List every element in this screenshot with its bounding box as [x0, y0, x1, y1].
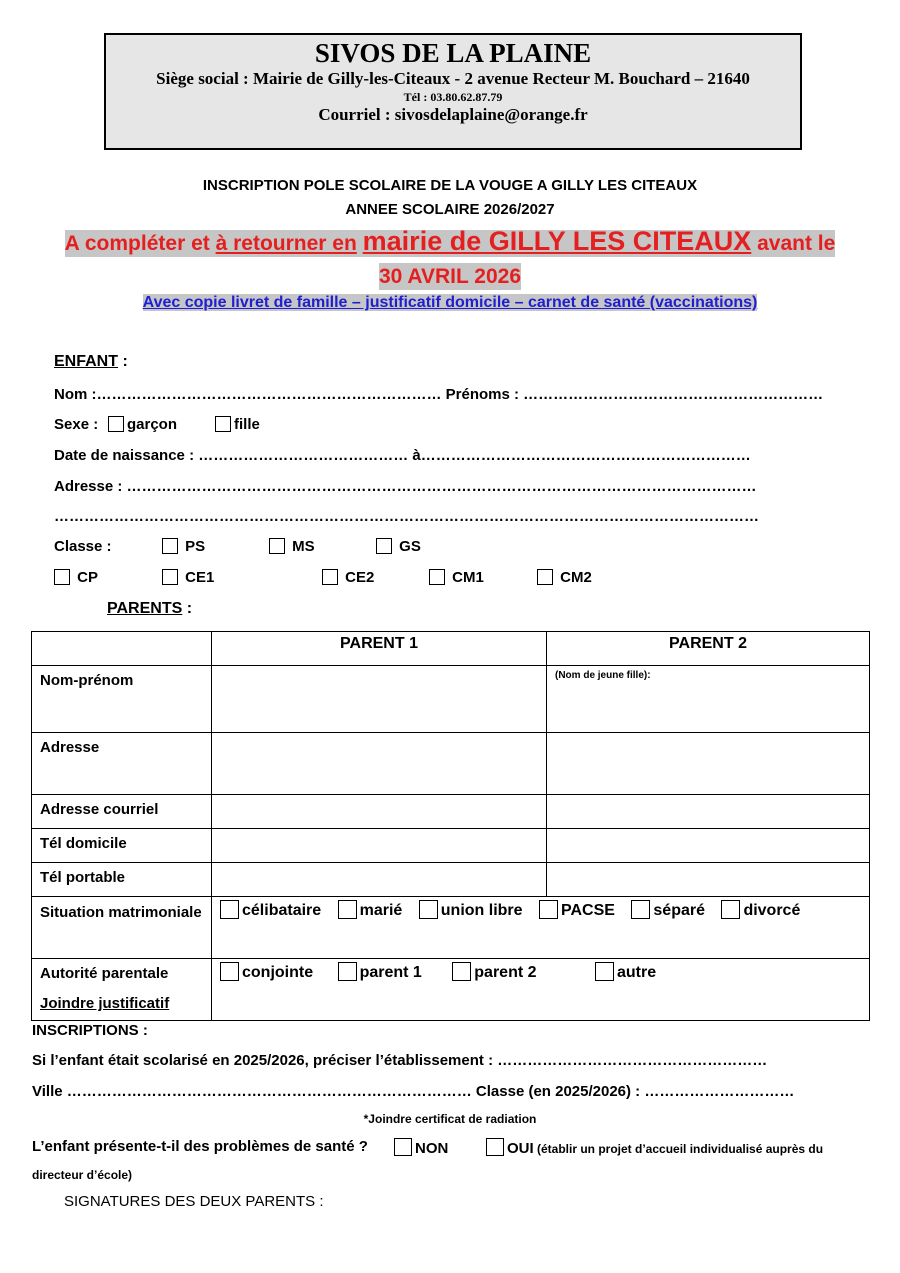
checkbox[interactable] [419, 900, 438, 919]
classe-option-ps[interactable]: PS [162, 538, 205, 555]
row-label-tel-domicile: Tél domicile [32, 829, 212, 863]
autorite-label: Autorité parentale [40, 965, 169, 982]
autorite-parent-1[interactable]: parent 1 [338, 962, 422, 982]
classe-option-cm2[interactable]: CM2 [537, 569, 592, 586]
checkbox[interactable] [162, 569, 178, 585]
checkbox[interactable] [537, 569, 553, 585]
form-title: INSCRIPTION POLE SCOLAIRE DE LA VOUGE A GILLY LES CITEAUX [202, 177, 698, 194]
checkbox[interactable] [162, 538, 178, 554]
col-parent-1: PARENT 1 [212, 632, 547, 666]
checkbox[interactable] [376, 538, 392, 554]
autorite-parent-2[interactable]: parent 2 [452, 962, 536, 982]
signatures-label: SIGNATURES DES DEUX PARENTS : [64, 1193, 324, 1210]
checkbox[interactable] [220, 962, 239, 981]
checkbox[interactable] [394, 1138, 412, 1156]
checkbox[interactable] [631, 900, 650, 919]
header-empty [32, 632, 212, 666]
parents-section: PARENTS : [107, 600, 193, 617]
parent2-tel-portable-cell[interactable] [547, 863, 870, 897]
checkbox[interactable] [108, 416, 124, 432]
sexe-option-garcon[interactable]: garçon [108, 416, 177, 433]
maiden-name-hint: (Nom de jeune fille): [555, 670, 651, 681]
required-copies: Avec copie livret de famille – justificatif domicile – carnet de santé (vaccinations) [142, 294, 758, 311]
col-parent-2: PARENT 2 [547, 632, 870, 666]
radiation-note: *Joindre certificat de radiation [363, 1112, 537, 1126]
sexe-label: Sexe : [54, 416, 99, 433]
parent1-nom-cell[interactable] [212, 666, 547, 733]
autorite-autre[interactable]: autre [595, 962, 656, 982]
sexe-option-fille[interactable]: fille [215, 416, 260, 433]
checkbox[interactable] [220, 900, 239, 919]
parent1-courriel-cell[interactable] [212, 795, 547, 829]
checkbox[interactable] [269, 538, 285, 554]
row-label-adresse: Adresse [32, 733, 212, 795]
inscriptions-title: INSCRIPTIONS : [32, 1022, 148, 1039]
nom-prenoms-field[interactable]: Nom :…………………………………………………………… Prénoms : …………………………………………………… [54, 386, 824, 403]
classe-option-cm1[interactable]: CM1 [429, 569, 484, 586]
sante-option-non[interactable]: NON [394, 1138, 448, 1157]
checkbox[interactable] [539, 900, 558, 919]
deadline: 30 AVRIL 2026 [378, 265, 522, 288]
sante-option-oui[interactable]: OUI (établir un projet d’accueil individualisé auprès du [486, 1138, 823, 1157]
classe-label: Classe : [54, 538, 112, 555]
adresse-field[interactable]: Adresse : ……………………………………………………………………………………………………………… [54, 478, 757, 495]
org-phone: Tél : 03.80.62.87.79 [403, 90, 503, 104]
school-year: ANNEE SCOLAIRE 2026/2027 [345, 201, 555, 218]
parent1-tel-portable-cell[interactable] [212, 863, 547, 897]
sante-question: L’enfant présente-t-il des problèmes de santé ? [32, 1138, 368, 1155]
return-notice [0, 223, 900, 264]
classe-option-ce2[interactable]: CE2 [322, 569, 374, 586]
naissance-field[interactable]: Date de naissance : …………………………………… à………………………………………………………… [54, 447, 751, 464]
checkbox[interactable] [486, 1138, 504, 1156]
checkbox[interactable] [429, 569, 445, 585]
checkbox[interactable] [721, 900, 740, 919]
situation-marie[interactable]: marié [338, 900, 403, 920]
situation-separe[interactable]: séparé [631, 900, 705, 920]
classe-option-ms[interactable]: MS [269, 538, 315, 555]
checkbox[interactable] [54, 569, 70, 585]
org-title: SIVOS DE LA PLAINE [314, 38, 592, 68]
checkbox[interactable] [338, 962, 357, 981]
enfant-section: ENFANT : [54, 353, 128, 370]
row-label-tel-portable: Tél portable [32, 863, 212, 897]
parent1-adresse-cell[interactable] [212, 733, 547, 795]
checkbox[interactable] [322, 569, 338, 585]
autorite-options [212, 959, 870, 1021]
pai-note: (établir un projet d’accueil individualisé auprès du [533, 1142, 824, 1156]
row-label-courriel: Adresse courriel [32, 795, 212, 829]
deadline-wrap [0, 260, 900, 296]
header-box [104, 33, 802, 150]
notice-part-a: A compléter et à retourner en mairie de GILLY LES CITEAUX avant le [64, 226, 836, 256]
classe-option-gs[interactable]: GS [376, 538, 421, 555]
copies-wrap [0, 294, 900, 312]
classe-option-ce1[interactable]: CE1 [162, 569, 214, 586]
classe-option-cp[interactable]: CP [54, 569, 98, 586]
situation-options [212, 897, 870, 959]
situation-pacse[interactable]: PACSE [539, 900, 615, 920]
situation-union-libre[interactable]: union libre [419, 900, 523, 920]
checkbox[interactable] [595, 962, 614, 981]
autorite-conjointe[interactable]: conjointe [220, 962, 313, 982]
parents-table [31, 631, 870, 1021]
situation-celibataire[interactable]: célibataire [220, 900, 321, 920]
checkbox[interactable] [215, 416, 231, 432]
parent2-adresse-cell[interactable] [547, 733, 870, 795]
row-label-nom: Nom-prénom [32, 666, 212, 733]
ville-classe-field[interactable]: Ville ……………………………………………………………………… Classe (en 2025/2026) : ………………………… [32, 1083, 795, 1100]
parent2-tel-domicile-cell[interactable] [547, 829, 870, 863]
org-email: Courriel : sivosdelaplaine@orange.fr [318, 105, 588, 124]
parent2-courriel-cell[interactable] [547, 795, 870, 829]
row-label-situation: Situation matrimoniale [32, 897, 212, 959]
org-address: Siège social : Mairie de Gilly-les-Citeaux - 2 avenue Recteur M. Bouchard – 21640 [156, 69, 750, 88]
checkbox[interactable] [338, 900, 357, 919]
row-label-autorite [32, 959, 212, 1021]
situation-divorce[interactable]: divorcé [721, 900, 800, 920]
justificatif-label: Joindre justificatif [40, 995, 170, 1012]
parent1-tel-domicile-cell[interactable] [212, 829, 547, 863]
adresse-field-line2[interactable]: …………………………………………………………………………………………………………………………… [54, 508, 759, 525]
pai-note-cont: directeur d’école) [32, 1168, 133, 1182]
parent2-nom-cell[interactable] [547, 666, 870, 733]
checkbox[interactable] [452, 962, 471, 981]
etablissement-field[interactable]: Si l’enfant était scolarisé en 2025/2026, préciser l’établissement : ……………………………………………… [32, 1052, 768, 1069]
